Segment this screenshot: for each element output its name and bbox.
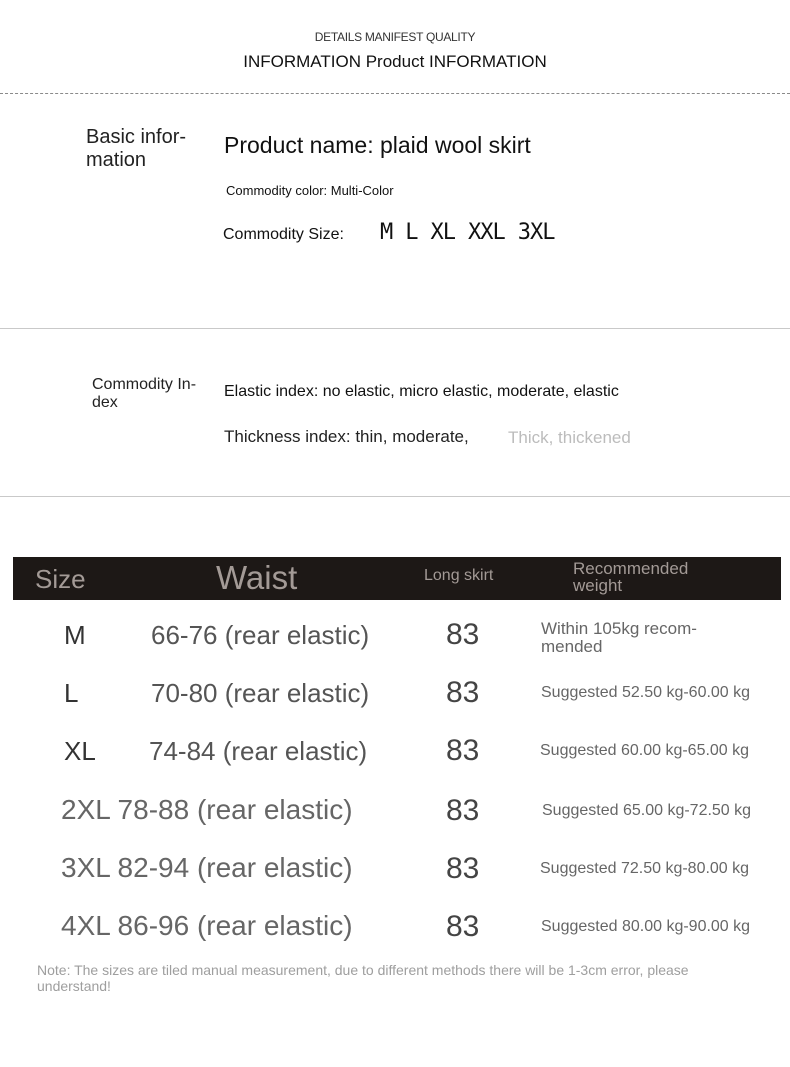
header-waist: Waist [216,559,298,596]
size-option: L [405,220,418,245]
row-weight: Within 105kg recom-mended [541,619,697,656]
size-option: M [380,220,393,245]
commodity-index-label: Commodity In-dex [92,376,197,411]
thickness-index: Thickness index: thin, moderate, [224,427,469,446]
row-weight: Suggested 72.50 kg-80.00 kg [540,860,750,877]
size-option: XL [430,220,455,245]
row-long-skirt: 83 [446,794,480,827]
row-waist: 66-76 (rear elastic) [151,620,370,650]
commodity-size-list [380,220,568,245]
table-row [0,674,790,732]
page-title: INFORMATION Product INFORMATION [243,52,547,71]
row-long-skirt: 83 [446,676,480,709]
elastic-index: Elastic index: no elastic, micro elastic, moderate, elastic [224,383,619,400]
product-name: Product name: plaid wool skirt [224,132,531,158]
row-long-skirt: 83 [446,734,480,767]
row-weight: Suggested 65.00 kg-72.50 kg [542,802,752,819]
row-size: XL [64,736,96,766]
size-option: 3XL [517,220,555,245]
measurement-note: Note: The sizes are tiled manual measurement, due to different methods there will be 1-3cm error, please understand! [37,962,689,994]
row-waist: 70-80 (rear elastic) [151,678,370,708]
row-weight: Suggested 52.50 kg-60.00 kg [541,684,751,701]
table-row [0,616,790,674]
dashed-divider [0,93,790,94]
row-size-waist: 3XL 82-94 (rear elastic) [61,852,353,883]
thickness-index-faded: Thick, thickened [508,428,631,447]
tagline: DETAILS MANIFEST QUALITY [314,30,476,44]
table-row [0,732,790,790]
size-option: XXL [468,220,505,245]
size-table-header [13,557,781,600]
table-row [0,908,790,966]
row-long-skirt: 83 [446,618,480,651]
row-waist: 74-84 (rear elastic) [149,736,368,766]
row-size-waist: 4XL 86-96 (rear elastic) [61,910,353,941]
commodity-color: Commodity color: Multi-Color [226,183,394,198]
header-size: Size [35,564,86,594]
section-divider [0,328,790,329]
row-weight: Suggested 60.00 kg-65.00 kg [540,742,750,759]
header-long-skirt: Long skirt [424,567,494,584]
row-size-waist: 2XL 78-88 (rear elastic) [61,794,353,825]
row-long-skirt: 83 [446,852,480,885]
section-divider [0,496,790,497]
table-row [0,792,790,850]
row-size: L [64,678,79,708]
row-size: M [64,620,86,650]
basic-info-label: Basic infor-mation [86,126,187,171]
commodity-size-label: Commodity Size: [223,226,344,243]
row-weight: Suggested 80.00 kg-90.00 kg [541,918,751,935]
table-row [0,850,790,908]
row-long-skirt: 83 [446,910,480,943]
header-recommended-weight: Recommended weight [573,559,689,595]
